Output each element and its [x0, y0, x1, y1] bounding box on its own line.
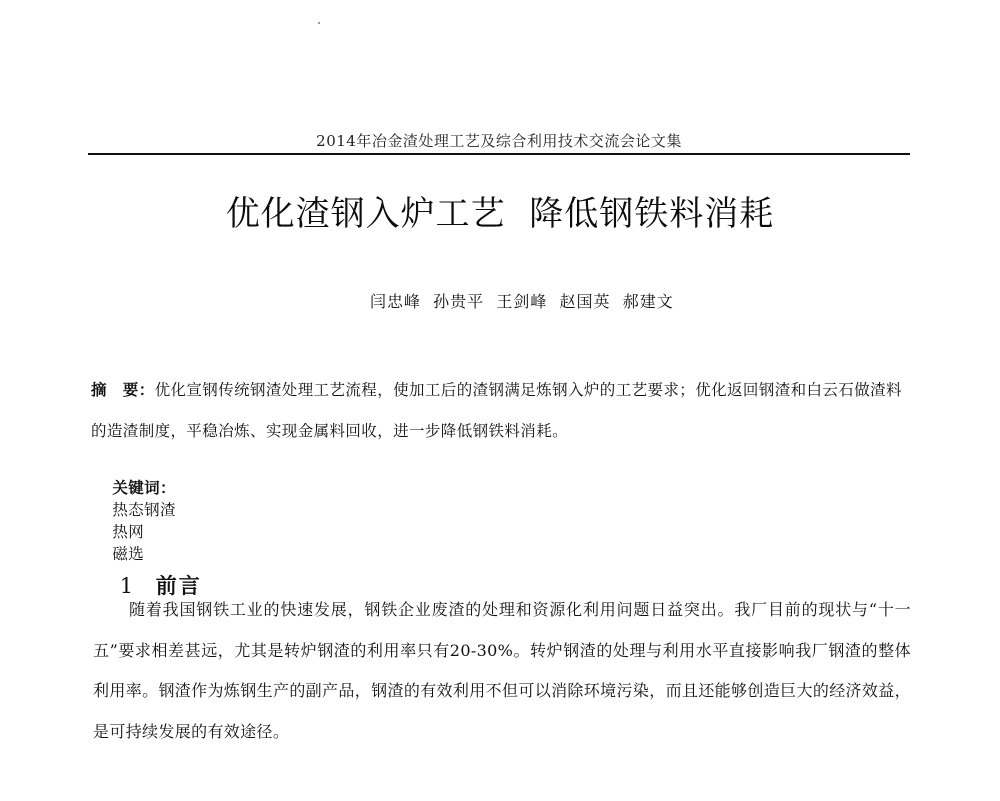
abstract-text: 优化宣钢传统钢渣处理工艺流程，使加工后的渣钢满足炼钢入炉的工艺要求；优化返回钢渣和白云石做渣料的造渣制度，平稳冶炼、实现金属料回收，进一步降低钢铁料消耗。	[91, 381, 902, 440]
section-title: 前言	[155, 574, 202, 598]
scan-speck	[318, 22, 320, 24]
running-header: 2014年冶金渣处理工艺及综合利用技术交流会论文集	[316, 132, 682, 150]
keyword-item: 磁选	[112, 545, 145, 563]
keyword-item: 热网	[112, 523, 145, 541]
section-number: 1	[119, 574, 134, 598]
keywords-label: 关键词：	[112, 479, 176, 497]
author-list: 闫忠峰 孙贵平 王剑峰 赵国英 郝建文	[370, 292, 674, 311]
body-paragraph: 随着我国钢铁工业的快速发展，钢铁企业废渣的处理和资源化利用问题日益突出。我厂目前的现状与“十一五”要求相差甚远，尤其是转炉钢渣的利用率只有20-30%。转炉钢渣的处理与利用水平直接影响我厂钢渣的整体利用率。钢渣作为炼钢生产的副产品，钢渣的有效利用不但可以消除环境污染，而且还能够创造巨大的经济效益，是可持续发展的有效途径。	[93, 600, 911, 741]
abstract-label: 摘 要：	[91, 381, 155, 399]
keyword-item: 热态钢渣	[112, 501, 176, 519]
header-rule	[88, 153, 910, 155]
paper-title: 优化渣钢入炉工艺 降低钢铁料消耗	[225, 194, 775, 234]
abstract	[91, 370, 913, 452]
